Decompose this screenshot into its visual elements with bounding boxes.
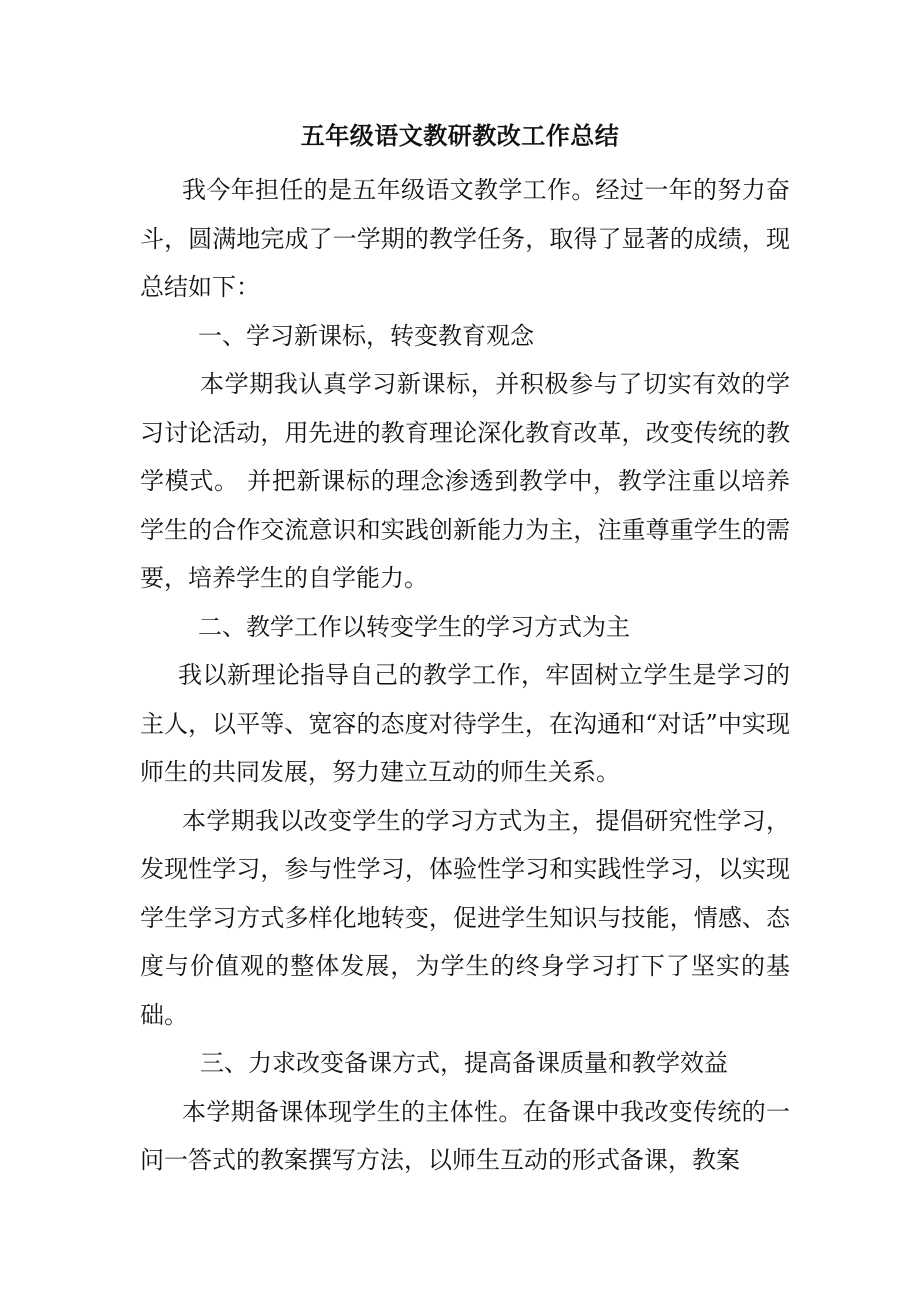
paragraph-intro: 我今年担任的是五年级语文教学工作。经过一年的努力奋斗，圆满地完成了一学期的教学任务，取得了显著的成绩，现总结如下：: [140, 176, 790, 301]
paragraph-section-2a: 我以新理论指导自己的教学工作，牢固树立学生是学习的主人，以平等、宽容的态度对待学生，在沟通和“对话”中实现师生的共同发展，努力建立互动的师生关系。: [140, 661, 790, 786]
paragraph-section-3: 本学期备课体现学生的主体性。在备课中我改变传统的一问一答式的教案撰写方法，以师生互动的形式备课，教案: [140, 1097, 790, 1174]
section-heading-3: 三、力求改变备课方式，提高备课质量和教学效益: [200, 1049, 728, 1077]
document-body: [140, 166, 790, 1185]
paragraph-section-2b: 本学期我以改变学生的学习方式为主，提倡研究性学习，发现性学习，参与性学习，体验性学习和实践性学习，以实现学生学习方式多样化地转变，促进学生知识与技能，情感、态度与价值观的整体发展，为学生的终身学习打下了坚实的基础。: [140, 806, 790, 1029]
document-title: 五年级语文教研教改工作总结: [300, 121, 620, 150]
section-heading-2: 二、教学工作以转变学生的学习方式为主: [198, 612, 630, 641]
section-heading-1: 一、学习新课标，转变教育观念: [198, 321, 534, 350]
paragraph-section-1: 本学期我认真学习新课标，并积极参与了切实有效的学习讨论活动，用先进的教育理论深化教育改革，改变传统的教学模式。 并把新课标的理念渗透到教学中，教学注重以培养学生的合作交流意识和实践创新能力为主，注重尊重学生的需要，培养学生的自学能力。: [140, 370, 790, 592]
